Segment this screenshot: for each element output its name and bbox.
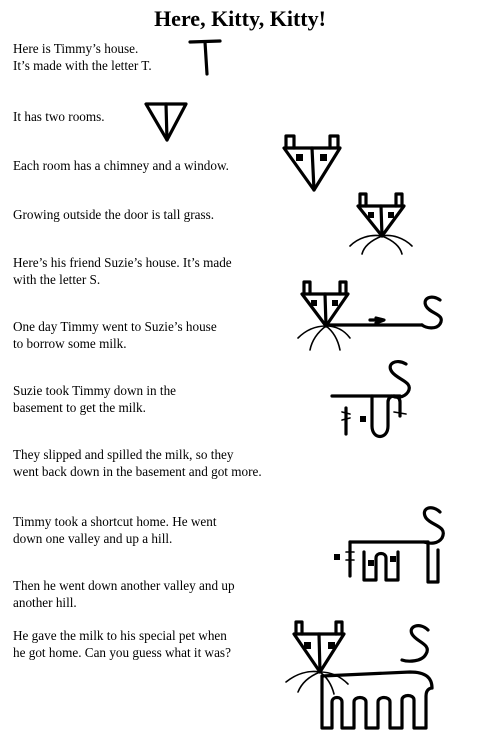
text-line: down one valley and up a hill.: [13, 531, 173, 546]
step-11-text: [13, 627, 283, 661]
text-line: Then he went down another valley and up: [13, 578, 235, 593]
text-line: basement to get the milk.: [13, 400, 146, 415]
text-line: It has two rooms.: [13, 109, 105, 124]
step-6-text: [13, 318, 283, 352]
step-8-text: [13, 446, 283, 480]
step-1-text: [13, 40, 283, 74]
step-5-text: [13, 254, 283, 288]
page-title: Here, Kitty, Kitty!: [154, 6, 326, 31]
text-line: He gave the milk to his special pet when: [13, 628, 227, 643]
shortcut-drawing: [320, 494, 468, 590]
letter-t-drawing: [186, 36, 226, 78]
text-line: Here’s his friend Suzie’s house. It’s made: [13, 255, 232, 270]
path-to-suzie-drawing: [294, 278, 456, 354]
step-9-text: [13, 513, 283, 547]
two-rooms-drawing: [142, 98, 190, 146]
step-3-text: [13, 157, 283, 174]
text-line: Suzie took Timmy down in the: [13, 383, 177, 398]
step-10-text: [13, 577, 283, 611]
text-line: Here is Timmy’s house.: [13, 41, 139, 56]
step-7-text: [13, 382, 283, 416]
text-line: another hill.: [13, 595, 77, 610]
tall-grass-drawing: [344, 190, 420, 258]
text-line: Growing outside the door is tall grass.: [13, 207, 215, 222]
text-line: They slipped and spilled the milk, so they: [13, 447, 234, 462]
step-4-text: [13, 206, 283, 223]
text-line: One day Timmy went to Suzie’s house: [13, 319, 217, 334]
text-line: to borrow some milk.: [13, 336, 127, 351]
text-line: he got home. Can you guess what it was?: [13, 645, 231, 660]
chimney-window-drawing: [278, 130, 348, 196]
text-line: Timmy took a shortcut home. He went: [13, 514, 217, 529]
text-line: It’s made with the letter T.: [13, 58, 152, 73]
text-line: went back down in the basement and got more.: [13, 464, 262, 479]
basement-drawing: [324, 356, 424, 450]
cat-drawing: [282, 616, 464, 736]
text-line: Each room has a chimney and a window.: [13, 158, 229, 173]
text-line: with the letter S.: [13, 272, 101, 287]
